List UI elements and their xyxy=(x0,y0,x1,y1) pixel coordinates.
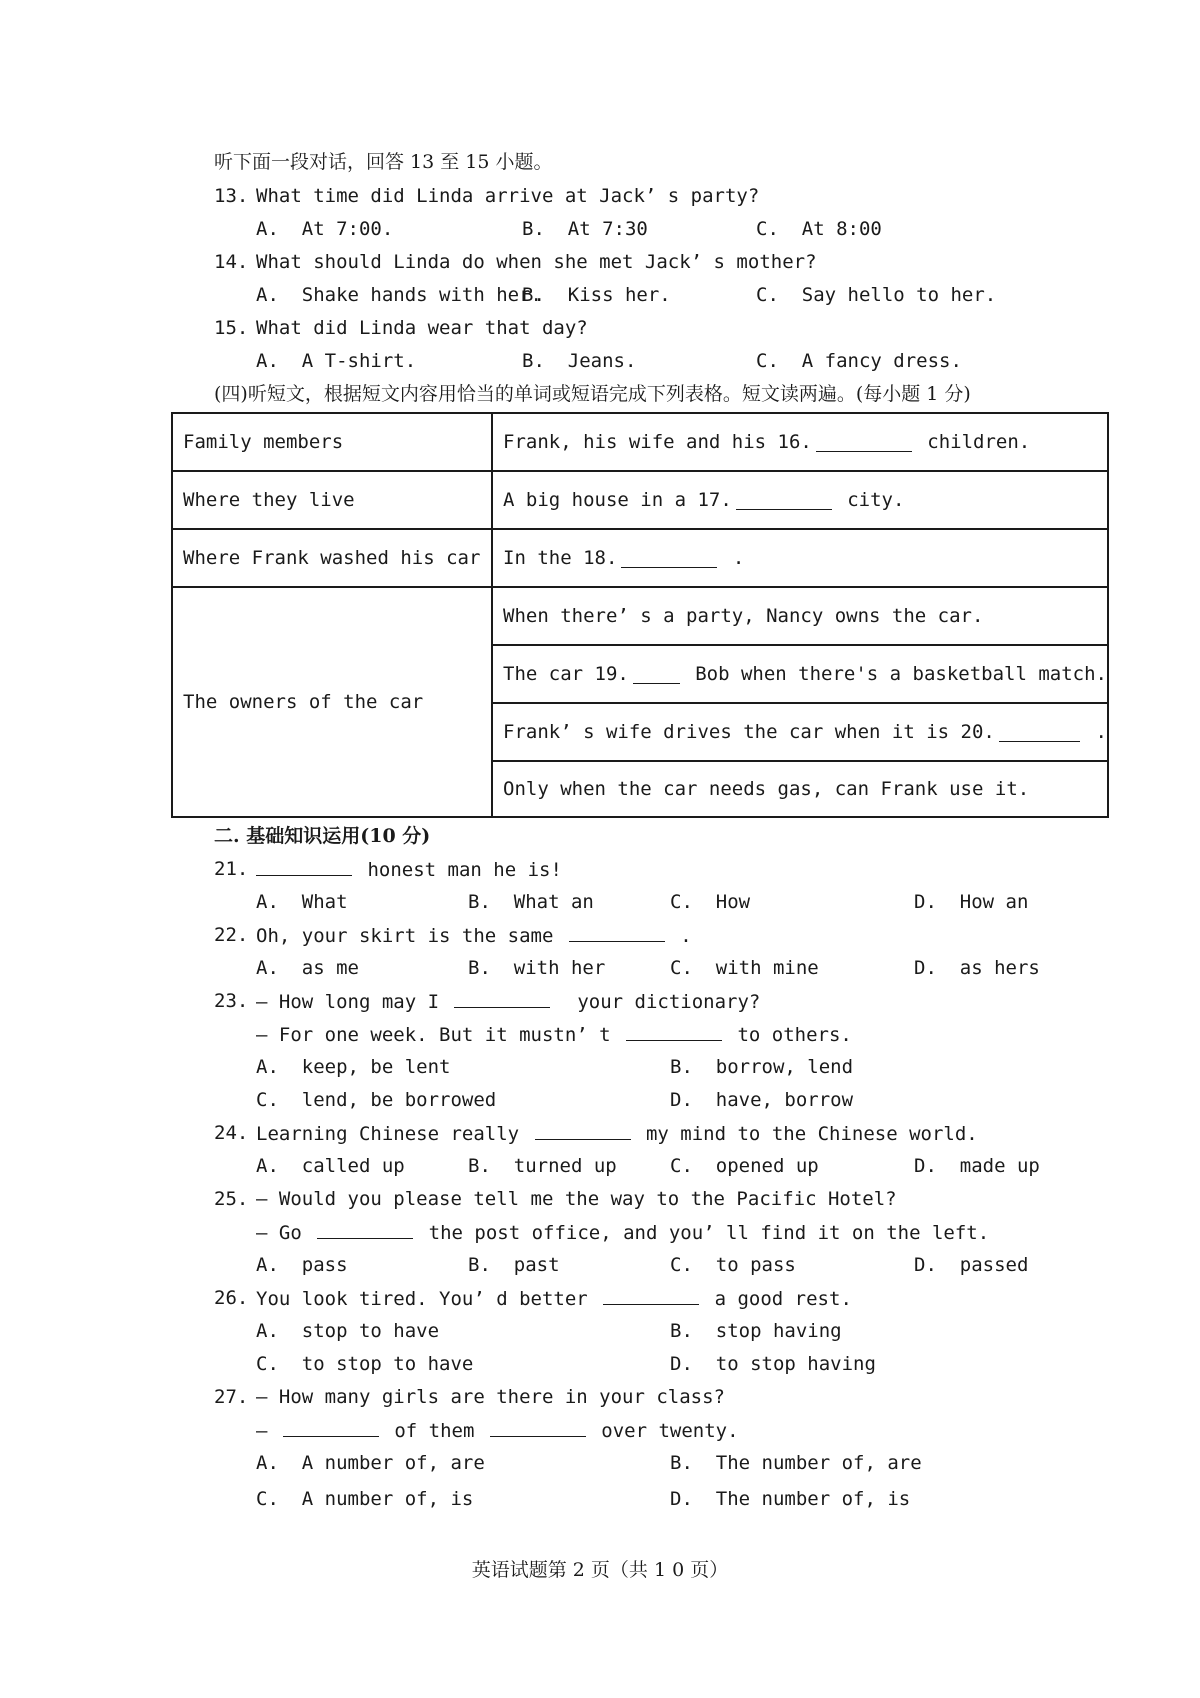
stem-text: honest man he is! xyxy=(356,859,562,881)
answer-blank[interactable] xyxy=(603,1286,699,1305)
answer-blank[interactable] xyxy=(317,1220,413,1239)
stem-text: — For one week. But it mustn’ t xyxy=(256,1024,623,1046)
cell-text: children. xyxy=(915,431,1031,453)
q27-number: 27. xyxy=(214,1386,249,1408)
q23-option-a: A. keep, be lent xyxy=(256,1056,451,1078)
q13-option-c: C. At 8:00 xyxy=(756,218,882,240)
q23-number: 23. xyxy=(214,990,249,1012)
q15-option-b: B. Jeans. xyxy=(522,350,637,372)
q24-stem xyxy=(256,1121,978,1146)
table-cell-value xyxy=(493,530,1107,586)
cell-text: A big house in a 17. xyxy=(503,489,732,511)
stem-text: — xyxy=(256,1420,279,1442)
table-cell-label: Where they live xyxy=(183,489,355,511)
q21-option-d: D. How an xyxy=(914,891,1029,913)
q13-option-a: A. At 7:00. xyxy=(256,218,394,240)
answer-blank[interactable] xyxy=(454,989,550,1008)
q24-option-b: B. turned up xyxy=(468,1155,617,1177)
q14-option-c: C. Say hello to her. xyxy=(756,284,997,306)
q26-option-a: A. stop to have xyxy=(256,1320,440,1342)
stem-text: Learning Chinese really xyxy=(256,1123,531,1145)
stem-text: . xyxy=(668,925,692,947)
stem-text: of them xyxy=(382,1420,486,1442)
q27-option-a: A. A number of, are xyxy=(256,1452,485,1474)
q23-stem-line2 xyxy=(256,1022,852,1047)
answer-blank-19[interactable] xyxy=(633,665,680,684)
table-cell-label: Where Frank washed his car xyxy=(183,547,481,569)
q21-number: 21. xyxy=(214,858,249,880)
cell-text: Frank’ s wife drives the car when it is 20. xyxy=(503,721,995,743)
answer-table xyxy=(171,412,1109,818)
table-cell-label: The owners of the car xyxy=(183,691,424,713)
q25-stem-line1: — Would you please tell me the way to the Pacific Hotel? xyxy=(256,1188,897,1210)
q26-option-b: B. stop having xyxy=(670,1320,842,1342)
q25-option-d: D. passed xyxy=(914,1254,1029,1276)
answer-blank-16[interactable] xyxy=(816,433,912,452)
q13-number: 13. xyxy=(214,185,249,207)
q21-option-a: A. What xyxy=(256,891,348,913)
q26-number: 26. xyxy=(214,1287,249,1309)
q15-option-c: C. A fancy dress. xyxy=(756,350,962,372)
section2-heading: 二. 基础知识运用(10 分) xyxy=(214,825,431,847)
table-cell-value xyxy=(493,472,1107,528)
stem-text: to others. xyxy=(726,1024,852,1046)
q22-option-a: A. as me xyxy=(256,957,359,979)
q15-option-a: A. A T-shirt. xyxy=(256,350,417,372)
cell-text: city. xyxy=(835,489,905,511)
q15-stem: What did Linda wear that day? xyxy=(256,317,588,339)
q14-option-b: B. Kiss her. xyxy=(522,284,671,306)
q25-number: 25. xyxy=(214,1188,249,1210)
cell-text: Frank, his wife and his 16. xyxy=(503,431,812,453)
q13-option-b: B. At 7:30 xyxy=(522,218,648,240)
cell-text: The car 19. xyxy=(503,663,629,685)
table-cell-value xyxy=(493,704,1107,760)
part4-heading: (四)听短文，根据短文内容用恰当的单词或短语完成下列表格。短文读两遍。(每小题 1 分) xyxy=(214,383,971,405)
stem-text: Oh, your skirt is the same xyxy=(256,925,565,947)
stem-text: You look tired. You’ d better xyxy=(256,1288,600,1310)
q21-option-c: C. How xyxy=(670,891,751,913)
q27-option-b: B. The number of, are xyxy=(670,1452,922,1474)
answer-blank[interactable] xyxy=(535,1121,631,1140)
stem-text: — Go xyxy=(256,1222,314,1244)
table-cell-value xyxy=(493,414,1107,470)
cell-text: . xyxy=(1084,721,1107,743)
q24-option-d: D. made up xyxy=(914,1155,1040,1177)
q27-option-c: C. A number of, is xyxy=(256,1488,474,1510)
answer-blank-20[interactable] xyxy=(999,723,1080,742)
q22-stem xyxy=(256,923,692,948)
q22-option-c: C. with mine xyxy=(670,957,819,979)
q25-stem-line2 xyxy=(256,1220,989,1245)
stem-text: my mind to the Chinese world. xyxy=(634,1123,978,1145)
q26-option-d: D. to stop having xyxy=(670,1353,876,1375)
listening-intro: 听下面一段对话，回答 13 至 15 小题。 xyxy=(214,151,553,173)
answer-blank-18[interactable] xyxy=(621,549,717,568)
q15-number: 15. xyxy=(214,317,249,339)
q14-option-a: A. Shake hands with her. xyxy=(256,284,542,306)
stem-text: the post office, and you’ ll find it on the left. xyxy=(417,1222,990,1244)
table-cell-label: Family members xyxy=(183,431,344,453)
q14-stem: What should Linda do when she met Jack’ s mother? xyxy=(256,251,817,273)
stem-text: a good rest. xyxy=(703,1288,852,1310)
page-footer: 英语试题第 2 页（共 1 0 页） xyxy=(471,1559,729,1581)
q24-option-c: C. opened up xyxy=(670,1155,819,1177)
q22-option-d: D. as hers xyxy=(914,957,1040,979)
q27-option-d: D. The number of, is xyxy=(670,1488,911,1510)
stem-text: your dictionary? xyxy=(554,991,761,1013)
q26-stem xyxy=(256,1286,852,1311)
q21-stem xyxy=(256,857,562,882)
table-cell-value xyxy=(493,646,1107,702)
cell-text: In the 18. xyxy=(503,547,618,569)
q27-stem-line2 xyxy=(256,1418,739,1443)
table-cell-value: When there’ s a party, Nancy owns the car. xyxy=(503,605,984,627)
q23-option-c: C. lend, be borrowed xyxy=(256,1089,497,1111)
q24-option-a: A. called up xyxy=(256,1155,405,1177)
q23-option-b: B. borrow, lend xyxy=(670,1056,854,1078)
stem-text: over twenty. xyxy=(589,1420,739,1442)
answer-blank[interactable] xyxy=(569,923,665,942)
cell-text: Bob when there's a basketball match. xyxy=(683,663,1107,685)
q27-stem-line1: — How many girls are there in your class? xyxy=(256,1386,725,1408)
answer-blank[interactable] xyxy=(283,1418,379,1437)
q25-option-c: C. to pass xyxy=(670,1254,796,1276)
q23-stem-line1 xyxy=(256,989,760,1014)
q21-option-b: B. What an xyxy=(468,891,594,913)
q14-number: 14. xyxy=(214,251,249,273)
cell-text: . xyxy=(721,547,745,569)
q23-option-d: D. have, borrow xyxy=(670,1089,854,1111)
q13-stem: What time did Linda arrive at Jack’ s party? xyxy=(256,185,760,207)
q24-number: 24. xyxy=(214,1122,249,1144)
answer-blank[interactable] xyxy=(626,1022,722,1041)
answer-blank[interactable] xyxy=(256,857,352,876)
answer-blank[interactable] xyxy=(490,1418,586,1437)
answer-blank-17[interactable] xyxy=(736,491,832,510)
q22-option-b: B. with her xyxy=(468,957,606,979)
q25-option-a: A. pass xyxy=(256,1254,348,1276)
q22-number: 22. xyxy=(214,924,249,946)
stem-text: — How long may I xyxy=(256,991,451,1013)
table-cell-value: Only when the car needs gas, can Frank use it. xyxy=(503,778,1030,800)
q25-option-b: B. past xyxy=(468,1254,560,1276)
q26-option-c: C. to stop to have xyxy=(256,1353,474,1375)
